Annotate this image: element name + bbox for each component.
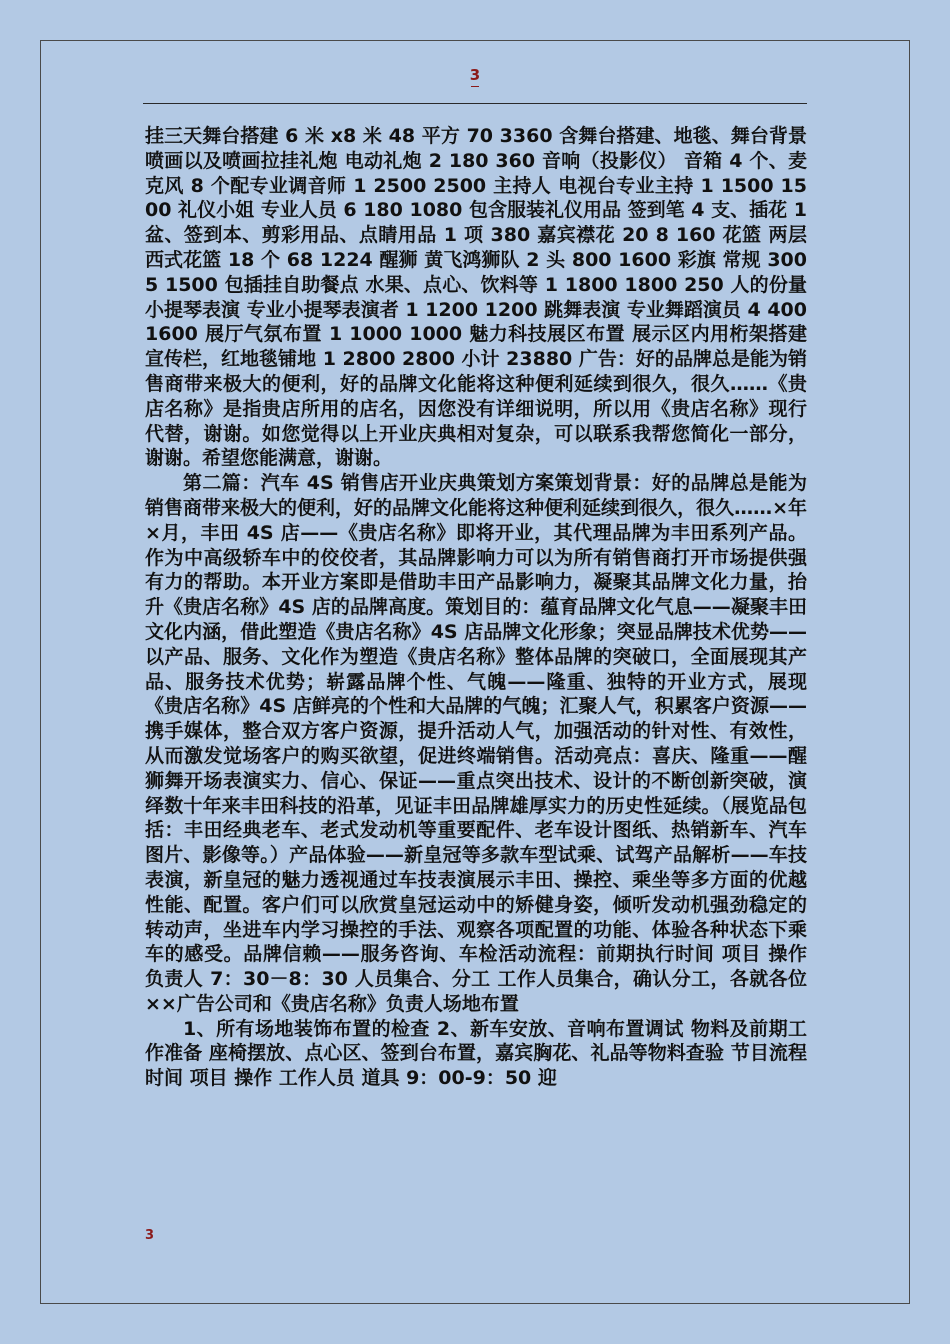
document-body	[145, 124, 807, 1091]
paragraph-1: 挂三天舞台搭建 6 米 x8 米 48 平方 70 3360 含舞台搭建、地毯、舞台背景喷画以及喷画拉挂礼炮 电动礼炮 2 180 360 音响（投影仪） 音箱 4 个、麦克风 8 个配专业调音师 1 2500 2500 主持人 电视台专业主持 1 1500 1500 礼仪小姐 专业人员 6 180 1080 包含服装礼仪用品 签到笔 4 支、插花 1 盆、签到本、剪彩用品、点睛用品 1 项 380 嘉宾襟花 20 8 160 花篮 两层西式花篮 18 个 68 1224 醒狮 黄飞鸿狮队 2 头 800 1600 彩旗 常规 300 5 1500 包插挂自助餐点 水果、点心、饮料等 1 1800 1800 250 人的份量小提琴表演 专业小提琴表演者 1 1200 1200 跳舞表演 专业舞蹈演员 4 400 1600 展厅气氛布置 1 1000 1000 魅力科技展区布置 展示区内用桁架搭建宣传栏，红地毯铺地 1 2800 2800 小计 23880 广告：好的品牌总是能为销售商带来极大的便利，好的品牌文化能将这种便利延续到很久，很久……《贵店名称》是指贵店所用的店名，因您没有详细说明，所以用《贵店名称》现行代替，谢谢。如您觉得以上开业庆典相对复杂，可以联系我帮您简化一部分，谢谢。希望您能满意，谢谢。	[145, 125, 807, 470]
header-page-number-underline	[471, 86, 479, 87]
paragraph-3: 1、所有场地装饰布置的检查 2、新车安放、音响布置调试 物料及前期工作准备 座椅摆放、点心区、签到台布置，嘉宾胸花、礼品等物料查验 节目流程时间 项目 操作 工作人员 道具 9：00-9：50 迎	[145, 1017, 807, 1090]
footer-page-number: 3	[145, 1228, 155, 1243]
header-divider	[143, 103, 807, 104]
header-page-number: 3	[469, 66, 481, 84]
paragraph-2: 第二篇：汽车 4S 销售店开业庆典策划方案策划背景：好的品牌总是能为销售商带来极大的便利，好的品牌文化能将这种便利延续到很久，很久……×年×月，丰田 4S 店——《贵店名称》即将开业，其代理品牌为丰田系列产品。作为中高级轿车中的佼佼者，其品牌影响力可以为所有销售商打开市场提供强有力的帮助。本开业方案即是借助丰田产品影响力，凝聚其品牌文化力量，抬升《贵店名称》4S 店的品牌高度。策划目的：蕴育品牌文化气息——凝聚丰田文化内涵，借此塑造《贵店名称》4S 店品牌文化形象；突显品牌技术优势——以产品、服务、文化作为塑造《贵店名称》整体品牌的突破口，全面展现其产品、服务技术优势；崭露品牌个性、气魄——隆重、独特的开业方式，展现《贵店名称》4S 店鲜亮的个性和大品牌的气魄；汇聚人气，积累客户资源——携手媒体，整合双方客户资源，提升活动人气，加强活动的针对性、有效性，从而激发觉场客户的购买欲望，促进终端销售。活动亮点：喜庆、隆重——醒狮舞开场表演实力、信心、保证——重点突出技术、设计的不断创新突破，演绎数十年来丰田科技的沿革，见证丰田品牌雄厚实力的历史性延续。（展览品包括：丰田经典老车、老式发动机等重要配件、老车设计图纸、热销新车、汽车图片、影像等。）产品体验——新皇冠等多款车型试乘、试驾产品解析——车技表演，新皇冠的魅力透视通过车技表演展示丰田、操控、乘坐等多方面的优越性能、配置。客户们可以欣赏皇冠运动中的矫健身姿，倾听发动机强劲稳定的转动声，坐进车内学习操控的手法、观察各项配置的功能、体验各种状态下乘车的感受。品牌信赖——服务咨询、车检活动流程：前期执行时间 项目 操作 负责人 7：30－8：30 人员集合、分工 工作人员集合，确认分工，各就各位 ××广告公司和《贵店名称》负责人场地布置	[145, 472, 807, 1015]
